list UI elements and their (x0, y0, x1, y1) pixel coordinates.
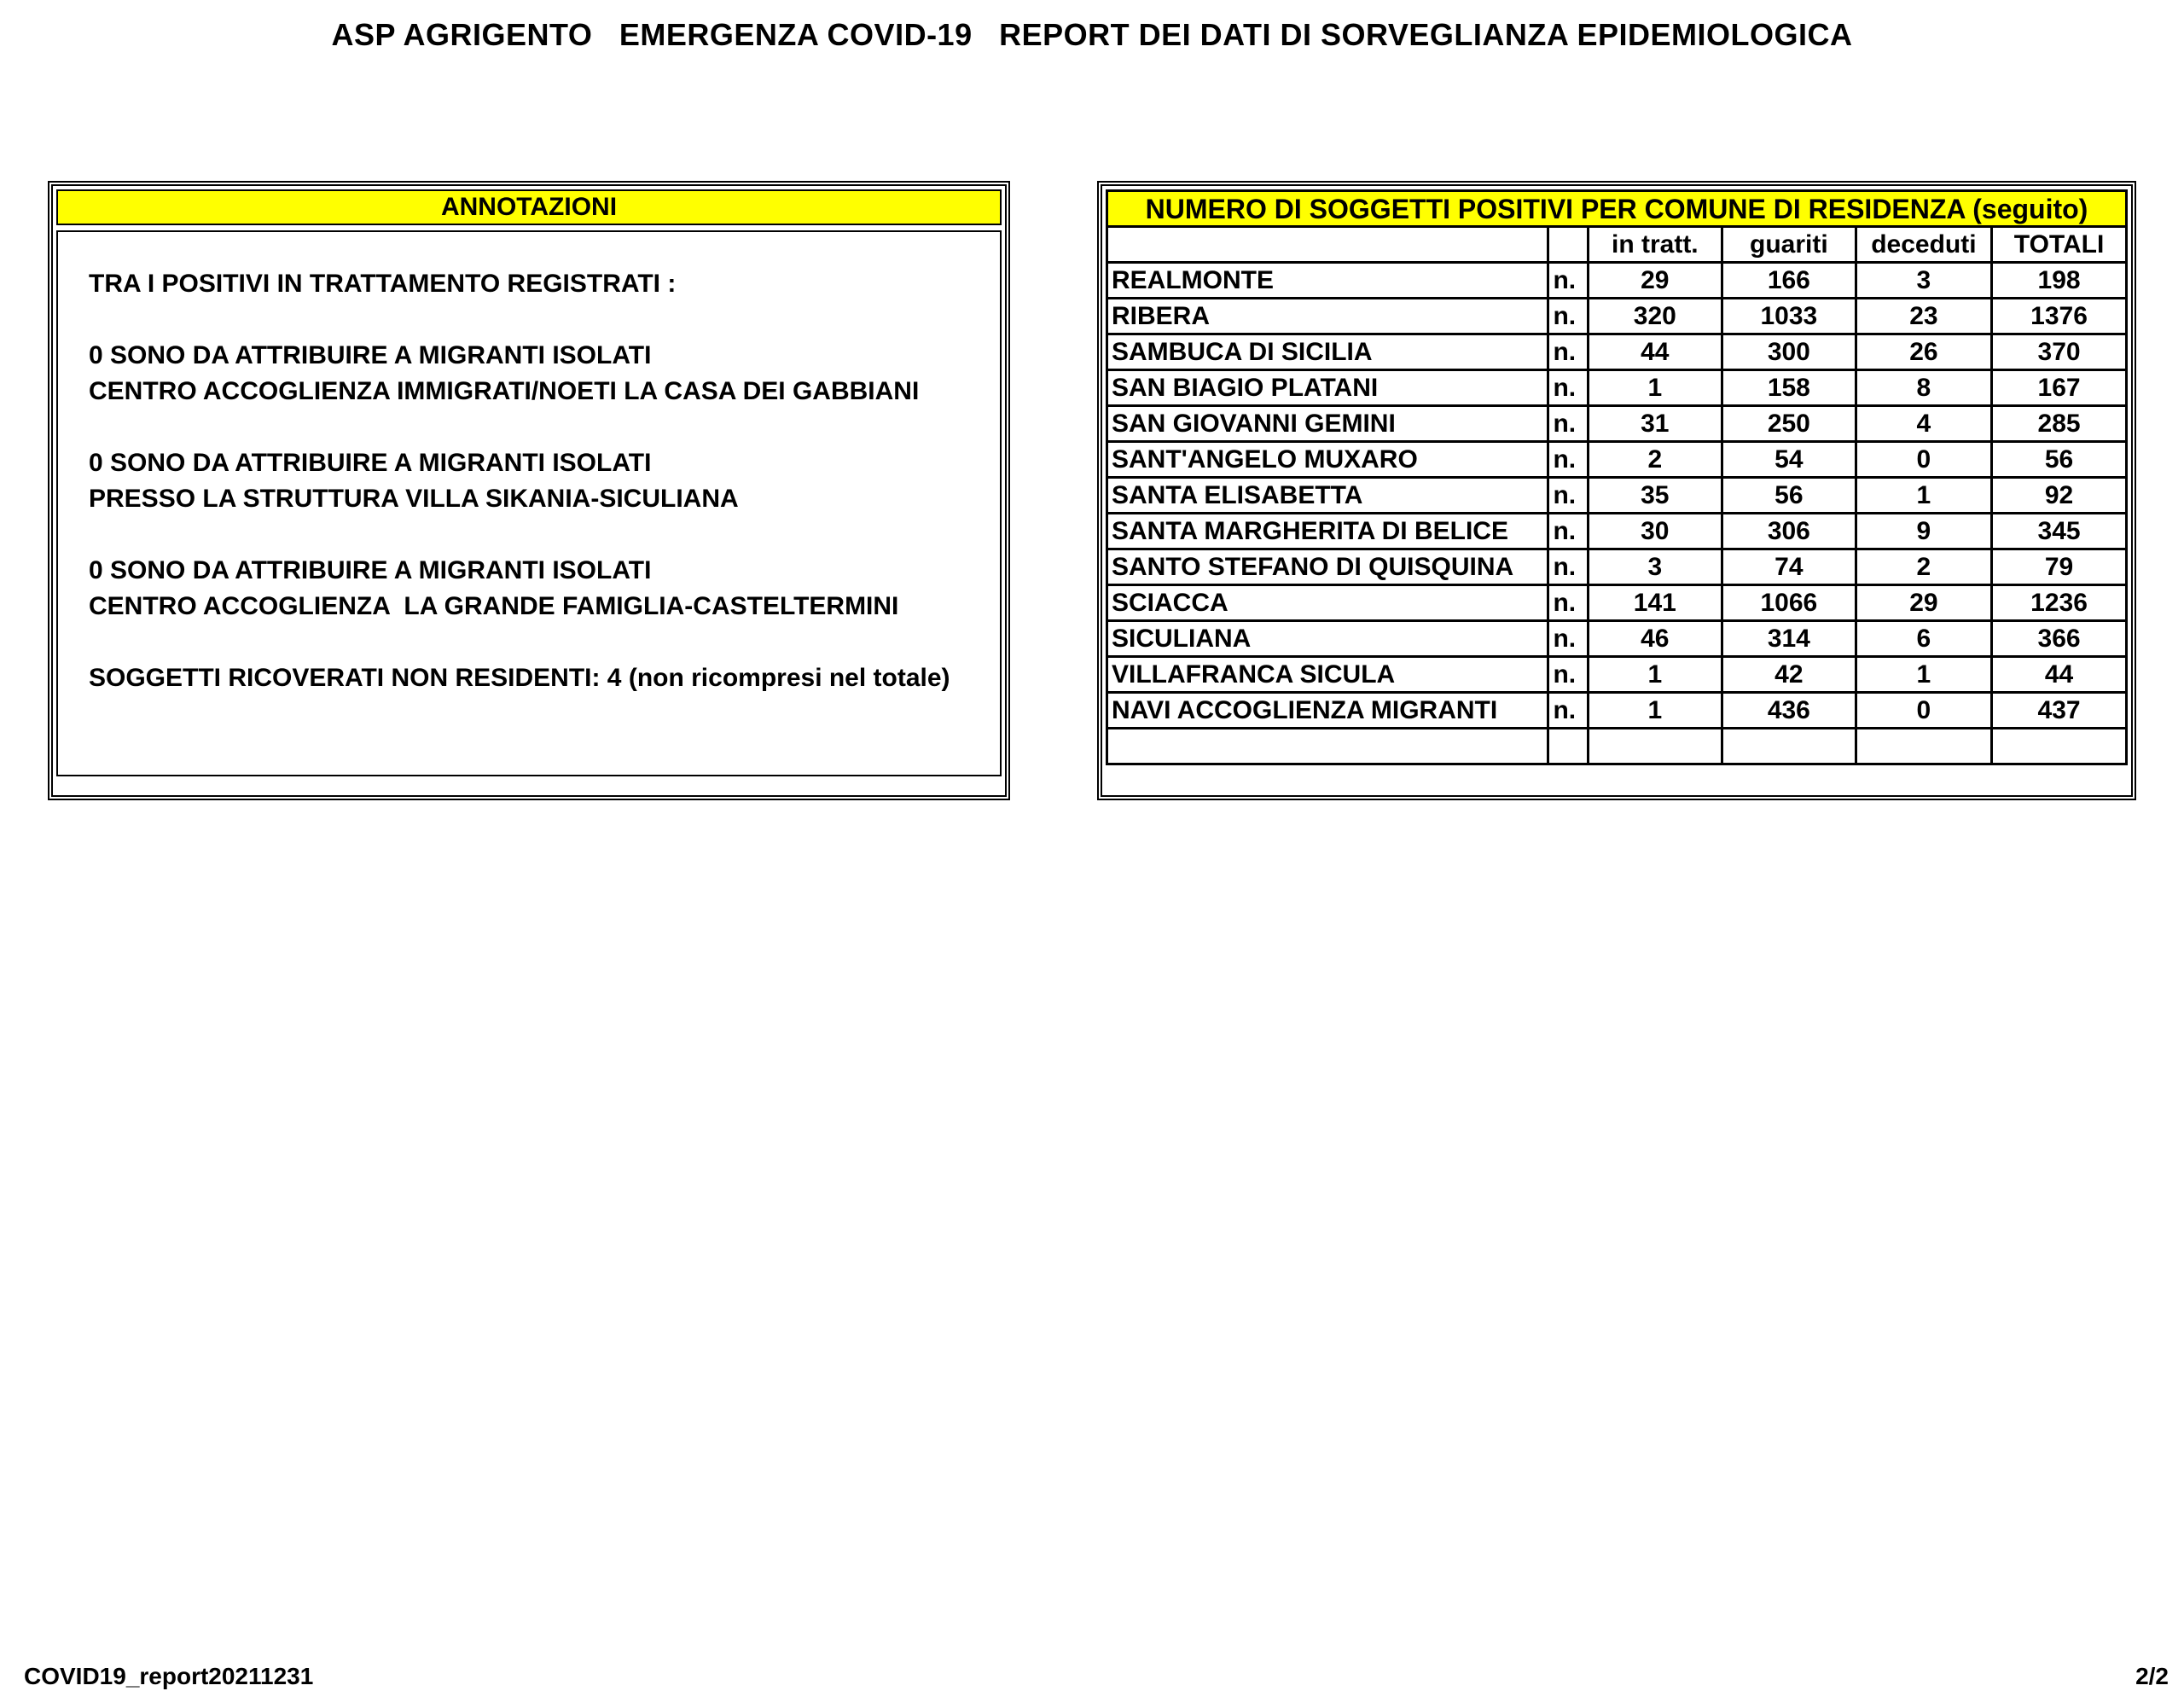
cell-comune: VILLAFRANCA SICULA (1107, 657, 1548, 693)
table-row (1107, 406, 2127, 442)
cell-unit: n. (1548, 370, 1588, 406)
cell-in-tratt: 29 (1588, 263, 1722, 299)
cell-unit: n. (1548, 334, 1588, 370)
empty-cell (1856, 729, 1991, 764)
cell-in-tratt: 35 (1588, 478, 1722, 514)
cell-totali: 285 (1992, 406, 2127, 442)
cell-guariti: 166 (1722, 263, 1856, 299)
cell-unit: n. (1548, 406, 1588, 442)
table-row (1107, 334, 2127, 370)
notes-line: 0 SONO DA ATTRIBUIRE A MIGRANTI ISOLATI (89, 556, 652, 584)
cell-guariti: 436 (1722, 693, 1856, 729)
table-row (1107, 549, 2127, 585)
cell-in-tratt: 46 (1588, 621, 1722, 657)
cell-unit: n. (1548, 442, 1588, 478)
notes-line: CENTRO ACCOGLIENZA IMMIGRATI/NOETI LA CASA DEI GABBIANI (89, 377, 920, 405)
cell-totali: 44 (1992, 657, 2127, 693)
cell-comune: REALMONTE (1107, 263, 1548, 299)
cell-totali: 345 (1992, 514, 2127, 549)
cell-totali: 1376 (1992, 299, 2127, 334)
header-blank-cell (1107, 227, 1548, 263)
cell-comune: SAMBUCA DI SICILIA (1107, 334, 1548, 370)
cell-deceduti: 4 (1856, 406, 1991, 442)
cell-in-tratt: 141 (1588, 585, 1722, 621)
empty-cell (1722, 729, 1856, 764)
cell-unit: n. (1548, 299, 1588, 334)
table-row (1107, 514, 2127, 549)
column-header-deceduti: deceduti (1856, 227, 1991, 263)
page-title: ASP AGRIGENTO EMERGENZA COVID-19 REPORT DEI DATI DI SORVEGLIANZA EPIDEMIOLOGICA (331, 17, 1853, 52)
header-blank-unit-cell (1548, 227, 1588, 263)
notes-spacer (89, 625, 1000, 660)
cell-deceduti: 1 (1856, 657, 1991, 693)
cell-comune: SAN BIAGIO PLATANI (1107, 370, 1548, 406)
cell-in-tratt: 2 (1588, 442, 1722, 478)
cell-totali: 56 (1992, 442, 2127, 478)
table-row (1107, 263, 2127, 299)
positives-table-panel (1097, 181, 2136, 800)
cell-guariti: 314 (1722, 621, 1856, 657)
cell-in-tratt: 1 (1588, 693, 1722, 729)
empty-cell (1588, 729, 1722, 764)
notes-spacer (89, 410, 1000, 445)
table-row (1107, 621, 2127, 657)
cell-unit: n. (1548, 514, 1588, 549)
cell-guariti: 306 (1722, 514, 1856, 549)
cell-totali: 92 (1992, 478, 2127, 514)
cell-deceduti: 26 (1856, 334, 1991, 370)
cell-totali: 198 (1992, 263, 2127, 299)
cell-deceduti: 1 (1856, 478, 1991, 514)
cell-totali: 370 (1992, 334, 2127, 370)
notes-line: TRA I POSITIVI IN TRATTAMENTO REGISTRATI : (89, 270, 677, 298)
cell-in-tratt: 1 (1588, 657, 1722, 693)
cell-unit: n. (1548, 693, 1588, 729)
cell-totali: 1236 (1992, 585, 2127, 621)
cell-unit: n. (1548, 263, 1588, 299)
cell-deceduti: 0 (1856, 693, 1991, 729)
column-header-guariti: guariti (1722, 227, 1856, 263)
cell-totali: 167 (1992, 370, 2127, 406)
table-row-empty (1107, 729, 2127, 764)
notes-line: 0 SONO DA ATTRIBUIRE A MIGRANTI ISOLATI (89, 449, 652, 477)
cell-deceduti: 23 (1856, 299, 1991, 334)
cell-guariti: 250 (1722, 406, 1856, 442)
table-body (1107, 263, 2127, 764)
notes-body (56, 230, 1002, 776)
table-title-row (1107, 191, 2127, 227)
cell-comune: SCIACCA (1107, 585, 1548, 621)
table-row (1107, 478, 2127, 514)
cell-guariti: 1033 (1722, 299, 1856, 334)
column-header-totali: TOTALI (1992, 227, 2127, 263)
cell-deceduti: 0 (1856, 442, 1991, 478)
table-row (1107, 657, 2127, 693)
empty-cell (1107, 729, 1548, 764)
notes-line: CENTRO ACCOGLIENZA LA GRANDE FAMIGLIA-CASTELTERMINI (89, 592, 899, 620)
cell-unit: n. (1548, 549, 1588, 585)
table-row (1107, 299, 2127, 334)
cell-unit: n. (1548, 478, 1588, 514)
cell-guariti: 42 (1722, 657, 1856, 693)
cell-in-tratt: 30 (1588, 514, 1722, 549)
cell-comune: SANTA ELISABETTA (1107, 478, 1548, 514)
cell-totali: 366 (1992, 621, 2127, 657)
cell-comune: SANTO STEFANO DI QUISQUINA (1107, 549, 1548, 585)
footer-filename: COVID19_report20211231 (24, 1663, 314, 1689)
empty-cell (1548, 729, 1588, 764)
table-row (1107, 442, 2127, 478)
cell-totali: 79 (1992, 549, 2127, 585)
cell-deceduti: 2 (1856, 549, 1991, 585)
cell-deceduti: 29 (1856, 585, 1991, 621)
table-row (1107, 693, 2127, 729)
notes-line: 0 SONO DA ATTRIBUIRE A MIGRANTI ISOLATI (89, 341, 652, 369)
cell-comune: SAN GIOVANNI GEMINI (1107, 406, 1548, 442)
empty-cell (1992, 729, 2127, 764)
cell-guariti: 54 (1722, 442, 1856, 478)
cell-unit: n. (1548, 585, 1588, 621)
cell-deceduti: 3 (1856, 263, 1991, 299)
notes-line: SOGGETTI RICOVERATI NON RESIDENTI: 4 (non ricompresi nel totale) (89, 664, 950, 692)
cell-deceduti: 9 (1856, 514, 1991, 549)
cell-comune: SANT'ANGELO MUXARO (1107, 442, 1548, 478)
cell-guariti: 300 (1722, 334, 1856, 370)
table-row (1107, 585, 2127, 621)
cell-guariti: 1066 (1722, 585, 1856, 621)
cell-guariti: 56 (1722, 478, 1856, 514)
cell-in-tratt: 1 (1588, 370, 1722, 406)
table-header-row (1107, 227, 2127, 263)
cell-unit: n. (1548, 657, 1588, 693)
notes-panel (48, 181, 1010, 800)
cell-in-tratt: 31 (1588, 406, 1722, 442)
cell-guariti: 158 (1722, 370, 1856, 406)
table-title: NUMERO DI SOGGETTI POSITIVI PER COMUNE DI RESIDENZA (seguito) (1107, 191, 2127, 227)
notes-line: PRESSO LA STRUTTURA VILLA SIKANIA-SICULIANA (89, 485, 739, 513)
cell-in-tratt: 3 (1588, 549, 1722, 585)
cell-comune: NAVI ACCOGLIENZA MIGRANTI (1107, 693, 1548, 729)
footer-page-number: 2/2 (2135, 1663, 2169, 1689)
cell-totali: 437 (1992, 693, 2127, 729)
cell-in-tratt: 320 (1588, 299, 1722, 334)
cell-comune: SANTA MARGHERITA DI BELICE (1107, 514, 1548, 549)
cell-deceduti: 6 (1856, 621, 1991, 657)
notes-header: ANNOTAZIONI (56, 189, 1002, 225)
cell-deceduti: 8 (1856, 370, 1991, 406)
cell-comune: RIBERA (1107, 299, 1548, 334)
cell-in-tratt: 44 (1588, 334, 1722, 370)
cell-unit: n. (1548, 621, 1588, 657)
notes-spacer (89, 302, 1000, 338)
notes-spacer (89, 517, 1000, 553)
positives-table (1106, 189, 2128, 765)
cell-comune: SICULIANA (1107, 621, 1548, 657)
cell-guariti: 74 (1722, 549, 1856, 585)
table-row (1107, 370, 2127, 406)
column-header-in-tratt: in tratt. (1588, 227, 1722, 263)
